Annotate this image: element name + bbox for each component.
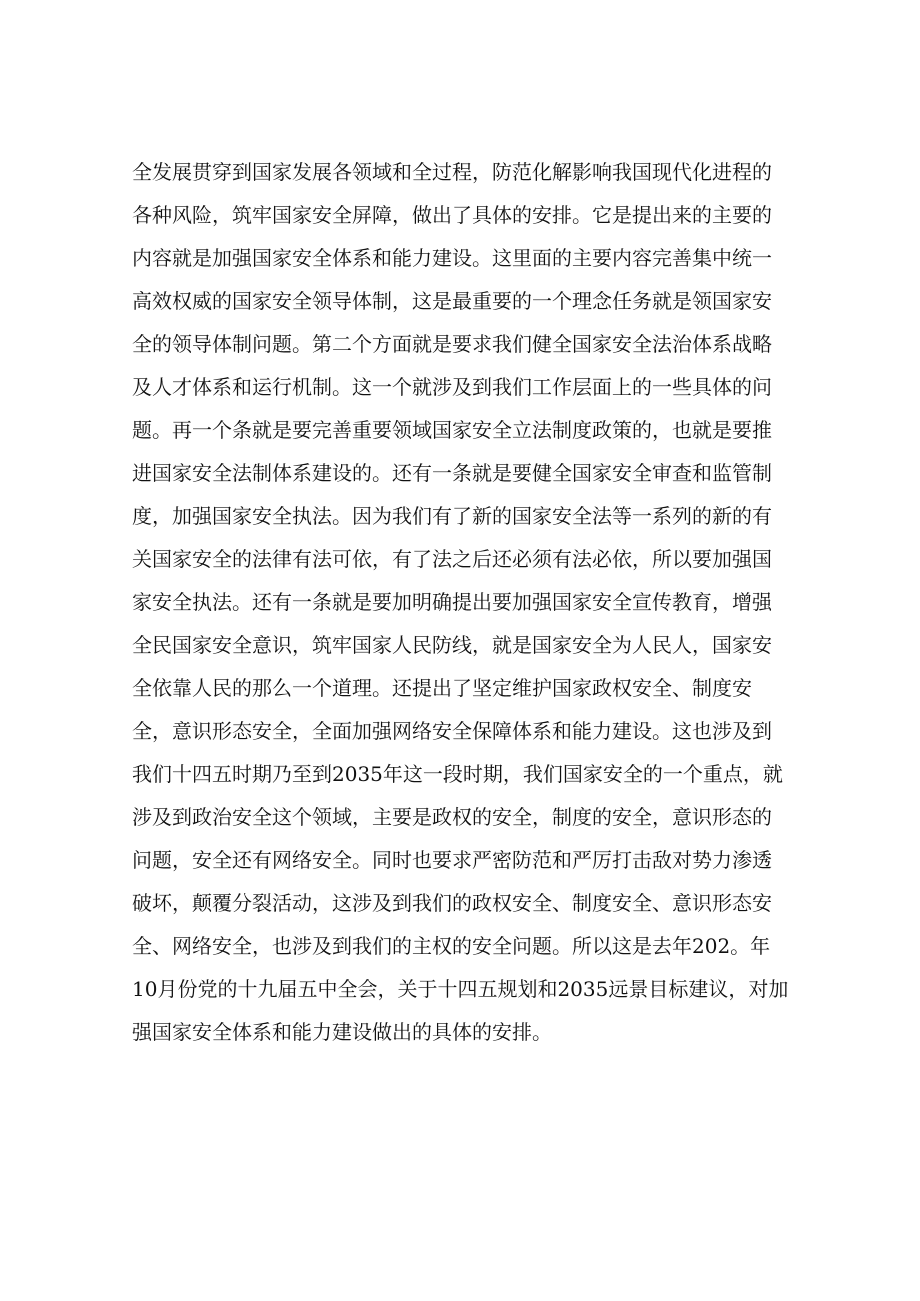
- text-line-3: 内容就是加强国家安全体系和能力建设。这里面的主要内容完善集中统一: [132, 246, 772, 270]
- text-line-11: 家安全执法。还有一条就是要加明确提出要加强国家安全宣传教育，增强: [132, 590, 772, 614]
- text-line-21: 强国家安全体系和能力建设做出的具体的安排。: [132, 1020, 552, 1044]
- text-line-18: 破坏，颠覆分裂活动，这涉及到我们的政权安全、制度安全、意识形态安: [132, 891, 772, 915]
- text-line-16: 涉及到政治安全这个领域，主要是政权的安全，制度的安全，意识形态的: [132, 805, 772, 829]
- text-line-9: 度，加强国家安全执法。因为我们有了新的国家安全法等一系列的新的有: [132, 504, 772, 528]
- text-line-6: 及人才体系和运行机制。这一个就涉及到我们工作层面上的一些具体的问: [132, 375, 772, 399]
- text-line-2: 各种风险，筑牢国家安全屏障，做出了具体的安排。它是提出来的主要的: [132, 203, 772, 227]
- body-text: [132, 151, 812, 1054]
- text-line-4: 高效权威的国家安全领导体制，这是最重要的一个理念任务就是领国家安: [132, 289, 772, 313]
- text-line-12: 全民国家安全意识，筑牢国家人民防线，就是国家安全为人民人，国家安: [132, 633, 772, 657]
- text-line-10: 关国家安全的法律有法可依，有了法之后还必须有法必依，所以要加强国: [132, 547, 772, 571]
- text-line-20: 10月份党的十九届五中全会，关于十四五规划和2035远景目标建议，对加: [132, 977, 789, 1001]
- text-line-5: 全的领导体制问题。第二个方面就是要求我们健全国家安全法治体系战略: [132, 332, 772, 356]
- text-line-8: 进国家安全法制体系建设的。还有一条就是要健全国家安全审查和监管制: [132, 461, 772, 485]
- text-line-17: 问题，安全还有网络安全。同时也要求严密防范和严厉打击敌对势力渗透: [132, 848, 772, 872]
- text-line-1: 全发展贯穿到国家发展各领域和全过程，防范化解影响我国现代化进程的: [132, 160, 772, 184]
- text-line-19: 全、网络安全，也涉及到我们的主权的安全问题。所以这是去年202。年: [132, 934, 771, 958]
- text-line-7: 题。再一个条就是要完善重要领域国家安全立法制度政策的，也就是要推: [132, 418, 772, 442]
- text-line-14: 全，意识形态安全，全面加强网络安全保障体系和能力建设。这也涉及到: [132, 719, 772, 743]
- text-line-15: 我们十四五时期乃至到2035年这一段时期，我们国家安全的一个重点，就: [132, 762, 783, 786]
- text-line-13: 全依靠人民的那么一个道理。还提出了坚定维护国家政权安全、制度安: [132, 676, 752, 700]
